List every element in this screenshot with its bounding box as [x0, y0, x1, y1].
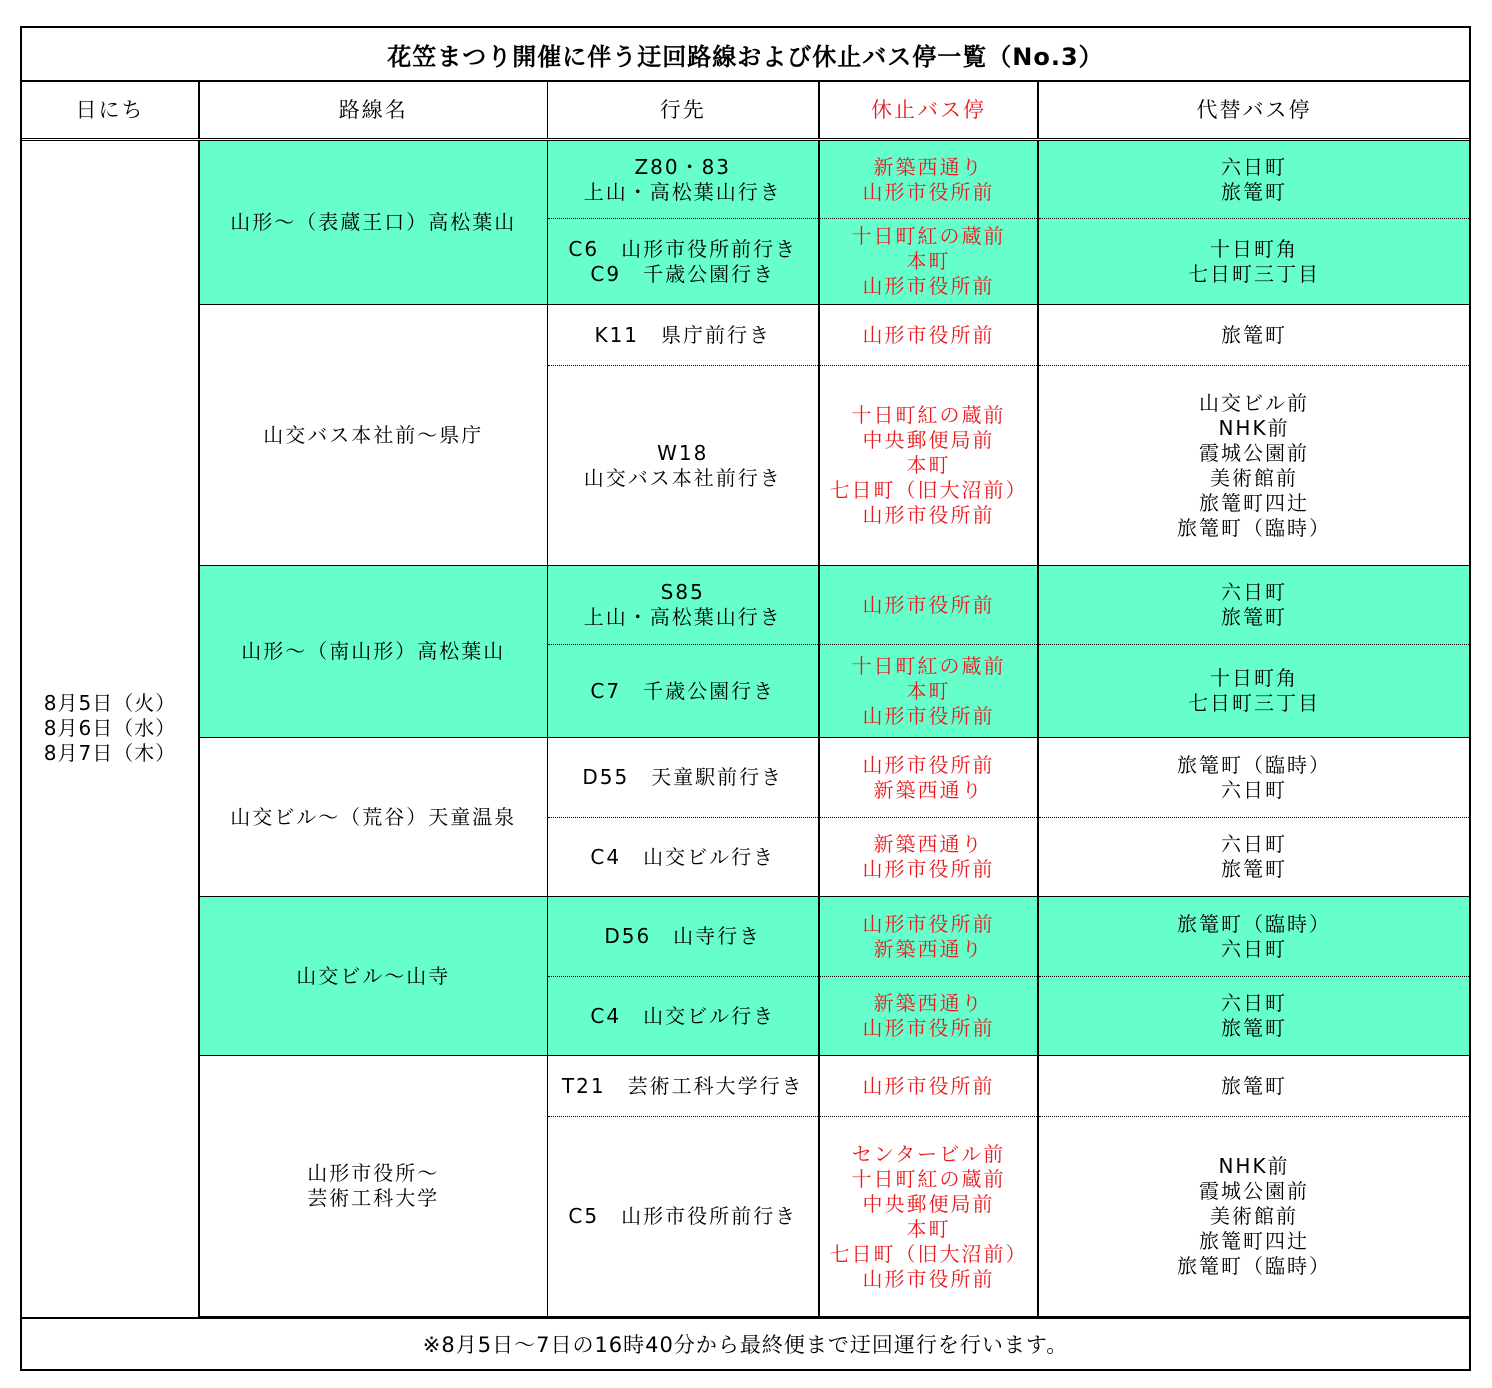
destination-cell — [547, 140, 819, 219]
destination-line: S85 — [660, 580, 705, 604]
stopped-stop-line: 本町 — [906, 678, 951, 703]
table-body — [22, 140, 1469, 1317]
alternative-stops-cell — [1038, 1117, 1469, 1317]
date-line: 8月6日（水） — [43, 716, 177, 741]
stopped-stops-cell — [819, 818, 1038, 897]
stopped-stops-cell — [819, 645, 1038, 738]
alternative-stop-line: 七日町三丁目 — [1188, 691, 1320, 715]
stopped-stops-cell — [819, 1117, 1038, 1317]
stopped-stops-cell — [819, 219, 1038, 305]
route-name-line: 芸術工科大学 — [307, 1186, 440, 1210]
alternative-stop-line: NHK前 — [1218, 1154, 1290, 1178]
alternative-stops-cell — [1038, 738, 1469, 818]
route-name-cell — [199, 305, 547, 566]
alternative-stop-line: 旅篭町四辻 — [1199, 490, 1309, 515]
stopped-stop-line: 新築西通り — [873, 777, 984, 802]
alternative-stops-cell — [1038, 219, 1469, 305]
destination-line: 上山・高松葉山行き — [583, 179, 782, 204]
stopped-stop-line: 本町 — [906, 453, 951, 477]
footnote: ※8月5日～7日の16時40分から最終便まで迂回運行を行います。 — [22, 1317, 1469, 1369]
alternative-stop-line: NHK前 — [1218, 415, 1290, 440]
destination-line: D56 山寺行き — [604, 924, 762, 948]
destination-cell — [547, 1056, 819, 1117]
stopped-stop-line: 十日町紅の蔵前 — [851, 224, 1006, 248]
route-name-cell — [199, 897, 547, 1056]
alternative-stop-line: 霞城公園前 — [1199, 440, 1309, 465]
table-row — [22, 305, 1469, 366]
stopped-stop-line: 新築西通り — [873, 154, 984, 179]
stopped-stop-line: 七日町（旧大沼前） — [829, 478, 1028, 502]
header-stopped-stops: 休止バス停 — [819, 82, 1038, 140]
alternative-stop-line: 山交ビル前 — [1199, 390, 1309, 415]
stopped-stops-cell — [819, 897, 1038, 977]
alternative-stops-cell — [1038, 140, 1469, 219]
alternative-stop-line: 霞城公園前 — [1199, 1179, 1309, 1203]
stopped-stops-cell — [819, 566, 1038, 645]
stopped-stop-line: 新築西通り — [873, 832, 984, 856]
alternative-stops-cell — [1038, 897, 1469, 977]
stopped-stop-line: 山形市役所前 — [862, 911, 995, 936]
alternative-stop-line: 旅篭町 — [1221, 605, 1287, 629]
table-row — [22, 1056, 1469, 1117]
destination-cell — [547, 977, 819, 1056]
stopped-stops-cell — [819, 1056, 1038, 1117]
route-name-line: 山交ビル～山寺 — [296, 963, 451, 988]
stopped-stop-line: 本町 — [906, 1216, 951, 1241]
route-name-line: 山形～（南山形）高松葉山 — [241, 639, 506, 663]
table-row — [22, 897, 1469, 977]
alternative-stop-line: 七日町三丁目 — [1188, 261, 1320, 286]
stopped-stop-line: センタービル前 — [851, 1141, 1006, 1166]
stopped-stop-line: 本町 — [906, 249, 951, 273]
alternative-stop-line: 六日町 — [1221, 154, 1287, 179]
alternative-stop-line: 旅篭町 — [1221, 1016, 1287, 1040]
destination-line: C5 山形市役所前行き — [568, 1204, 798, 1228]
stopped-stop-line: 山形市役所前 — [862, 857, 995, 881]
stopped-stop-line: 山形市役所前 — [862, 1016, 995, 1040]
route-name-line: 山交バス本社前～県庁 — [263, 422, 484, 447]
alternative-stop-line: 十日町角 — [1210, 236, 1298, 261]
destination-line: K11 県庁前行き — [594, 322, 772, 347]
date-line: 8月7日（木） — [43, 741, 177, 766]
stopped-stops-cell — [819, 977, 1038, 1056]
stopped-stop-line: 新築西通り — [873, 991, 984, 1015]
route-name-line: 山形～（表蔵王口）高松葉山 — [230, 210, 517, 234]
alternative-stops-cell — [1038, 1056, 1469, 1117]
stopped-stop-line: 新築西通り — [873, 936, 984, 961]
stopped-stop-line: 七日町（旧大沼前） — [829, 1241, 1028, 1266]
destination-line: 山交バス本社前行き — [583, 465, 782, 490]
stopped-stop-line: 山形市役所前 — [862, 752, 995, 777]
stopped-stops-cell — [819, 140, 1038, 219]
stopped-stop-line: 山形市役所前 — [862, 274, 995, 298]
destination-line: D55 天童駅前行き — [582, 765, 784, 789]
header-date: 日にち — [22, 82, 199, 140]
destination-line: C7 千歳公園行き — [590, 678, 776, 703]
stopped-stop-line: 中央郵便局前 — [862, 1191, 995, 1216]
destination-line: C6 山形市役所前行き — [568, 236, 798, 261]
stopped-stop-line: 山形市役所前 — [862, 1073, 995, 1098]
destination-cell — [547, 219, 819, 305]
destination-line: C9 千歳公園行き — [590, 261, 776, 286]
alternative-stops-cell — [1038, 977, 1469, 1056]
alternative-stop-line: 旅篭町（臨時） — [1177, 515, 1331, 540]
alternative-stop-line: 六日町 — [1221, 580, 1287, 604]
destination-line: C4 山交ビル行き — [590, 1003, 776, 1028]
destination-cell — [547, 738, 819, 818]
table-row — [22, 140, 1469, 219]
route-name-cell — [199, 566, 547, 738]
stopped-stop-line: 山形市役所前 — [862, 1266, 995, 1291]
alternative-stop-line: 美術館前 — [1210, 465, 1298, 490]
header-alternative-stops: 代替バス停 — [1038, 82, 1469, 140]
destination-line: Z80・83 — [634, 154, 732, 179]
alternative-stop-line: 六日町 — [1221, 832, 1287, 856]
stopped-stops-cell — [819, 366, 1038, 566]
page-title: 花笠まつり開催に伴う迂回路線および休止バス停一覧（No.3） — [22, 28, 1469, 82]
stopped-stop-line: 山形市役所前 — [862, 503, 995, 527]
alternative-stop-line: 六日町 — [1221, 991, 1287, 1015]
destination-cell — [547, 645, 819, 738]
alternative-stops-cell — [1038, 645, 1469, 738]
destination-cell — [547, 366, 819, 566]
stopped-stop-line: 十日町紅の蔵前 — [851, 653, 1006, 678]
table-row — [22, 738, 1469, 818]
alternative-stops-cell — [1038, 818, 1469, 897]
route-name-cell — [199, 738, 547, 897]
destination-line: W18 — [657, 440, 709, 465]
alternative-stop-line: 旅篭町 — [1221, 179, 1287, 204]
stopped-stop-line: 山形市役所前 — [862, 592, 995, 617]
stopped-stop-line: 山形市役所前 — [862, 703, 995, 728]
alternative-stops-cell — [1038, 566, 1469, 645]
alternative-stop-line: 旅篭町 — [1221, 322, 1287, 347]
stopped-stops-cell — [819, 738, 1038, 818]
destination-line: 上山・高松葉山行き — [583, 605, 782, 629]
destination-cell — [547, 818, 819, 897]
date-line: 8月5日（火） — [43, 691, 177, 716]
route-name-cell — [199, 140, 547, 305]
stopped-stop-line: 山形市役所前 — [862, 322, 995, 347]
alternative-stops-cell — [1038, 305, 1469, 366]
stopped-stop-line: 十日町紅の蔵前 — [851, 1166, 1006, 1191]
header-row — [22, 82, 1469, 140]
destination-line: C4 山交ビル行き — [590, 844, 776, 869]
stopped-stops-cell — [819, 305, 1038, 366]
alternative-stop-line: 旅篭町（臨時） — [1177, 752, 1331, 777]
alternative-stop-line: 十日町角 — [1210, 666, 1298, 690]
detour-table — [22, 82, 1469, 1317]
date-cell — [22, 140, 199, 1317]
table-row — [22, 566, 1469, 645]
destination-cell — [547, 897, 819, 977]
alternative-stop-line: 旅篭町（臨時） — [1177, 1254, 1331, 1278]
destination-cell — [547, 1117, 819, 1317]
alternative-stop-line: 六日町 — [1221, 936, 1287, 961]
detour-table-sheet — [20, 26, 1471, 1371]
alternative-stop-line: 旅篭町四辻 — [1199, 1229, 1309, 1253]
route-name-cell — [199, 1056, 547, 1317]
alternative-stop-line: 旅篭町（臨時） — [1177, 911, 1331, 936]
route-name-line: 山交ビル～（荒谷）天童温泉 — [230, 804, 517, 829]
alternative-stop-line: 六日町 — [1221, 777, 1287, 802]
alternative-stops-cell — [1038, 366, 1469, 566]
alternative-stop-line: 旅篭町 — [1221, 1073, 1287, 1098]
destination-cell — [547, 305, 819, 366]
destination-line: T21 芸術工科大学行き — [561, 1073, 804, 1098]
stopped-stop-line: 山形市役所前 — [862, 179, 995, 204]
header-route: 路線名 — [199, 82, 547, 140]
alternative-stop-line: 美術館前 — [1210, 1204, 1298, 1228]
stopped-stop-line: 中央郵便局前 — [862, 428, 995, 452]
alternative-stop-line: 旅篭町 — [1221, 857, 1287, 881]
destination-cell — [547, 566, 819, 645]
header-destination: 行先 — [547, 82, 819, 140]
stopped-stop-line: 十日町紅の蔵前 — [851, 403, 1006, 427]
route-name-line: 山形市役所～ — [307, 1161, 440, 1185]
